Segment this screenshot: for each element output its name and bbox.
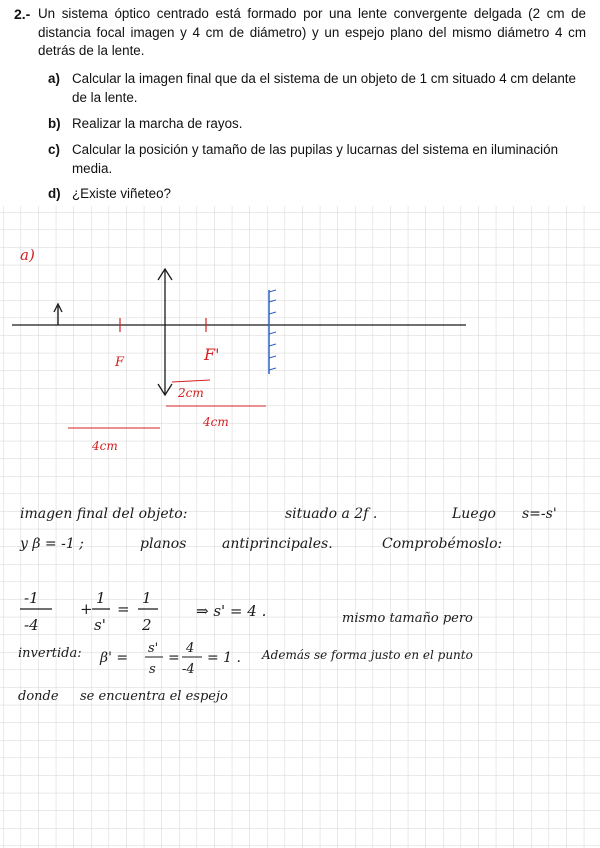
problem-number: 2.-: [14, 6, 31, 22]
note-line2b: planos: [140, 536, 187, 552]
note-line1d: s=-s': [522, 506, 557, 522]
item-label: d): [48, 186, 61, 201]
note-line1b: situado a 2f .: [285, 506, 378, 522]
equals-sign: =: [117, 600, 130, 618]
dim-4cm-right-label: 4cm: [203, 415, 229, 429]
dim-2cm-label: 2cm: [178, 386, 204, 400]
frac3-den: 2: [142, 616, 152, 634]
beta2-num: 4: [186, 641, 195, 656]
note-line1a: imagen final del objeto:: [20, 506, 188, 522]
frac1-den: -4: [24, 616, 39, 634]
item-text: Realizar la marcha de rayos.: [72, 116, 243, 131]
note-line5b: se encuentra el espejo: [80, 689, 228, 704]
item-text: ¿Existe viñeteo?: [72, 186, 171, 201]
note-line4a: invertida:: [18, 646, 82, 661]
item-text: Calcular la posición y tamaño de las pupilas y lucarnas del sistema en iluminación media.: [72, 142, 559, 176]
note-line4d: Además se forma justo en el punto: [262, 648, 473, 662]
frac2-den: s': [94, 616, 106, 634]
equation-result: ⇒ s' = 4 .: [196, 602, 267, 620]
note-line3-tail: mismo tamaño pero: [342, 611, 473, 626]
problem-text: Un sistema óptico centrado está formado por una lente convergente delgada (2 cm de distancia focal imagen y 4 cm de diámetro) y un espejo plano del mismo diámetro 4 cm detrás de la lente.: [38, 6, 586, 58]
beta-den: s: [149, 662, 156, 677]
grid-background: [0, 206, 600, 848]
part-label: a): [20, 246, 35, 264]
note-line4c: = 1 .: [207, 650, 241, 666]
frac3-num: 1: [142, 589, 152, 607]
beta2-den: -4: [182, 662, 195, 677]
focus-object-label: F: [115, 355, 125, 370]
frac2-num: 1: [96, 589, 106, 607]
plus-sign: +: [80, 600, 93, 618]
item-label: c): [48, 142, 60, 157]
notes-canvas: [0, 206, 600, 848]
note-line5a: donde: [18, 689, 59, 704]
dim-4cm-left-label: 4cm: [92, 439, 118, 453]
note-line1c: Luego: [452, 506, 496, 522]
equals-sign-2: =: [168, 650, 180, 666]
note-line4b: β' =: [100, 650, 129, 666]
item-label: a): [48, 71, 60, 86]
note-line2d: Comprobémoslo:: [382, 536, 503, 552]
item-label: b): [48, 116, 61, 131]
frac1-num: -1: [24, 589, 39, 607]
note-line2c: antiprincipales.: [222, 536, 333, 552]
note-line2a: y β = -1 ;: [20, 536, 84, 552]
item-text: Calcular la imagen final que da el sistema de un objeto de 1 cm situado 4 cm delante de la lente.: [72, 71, 576, 105]
focus-image-label: F': [204, 345, 220, 364]
beta-num: s': [148, 641, 159, 656]
problem-statement: [0, 0, 600, 206]
handwritten-notes: [0, 206, 600, 848]
